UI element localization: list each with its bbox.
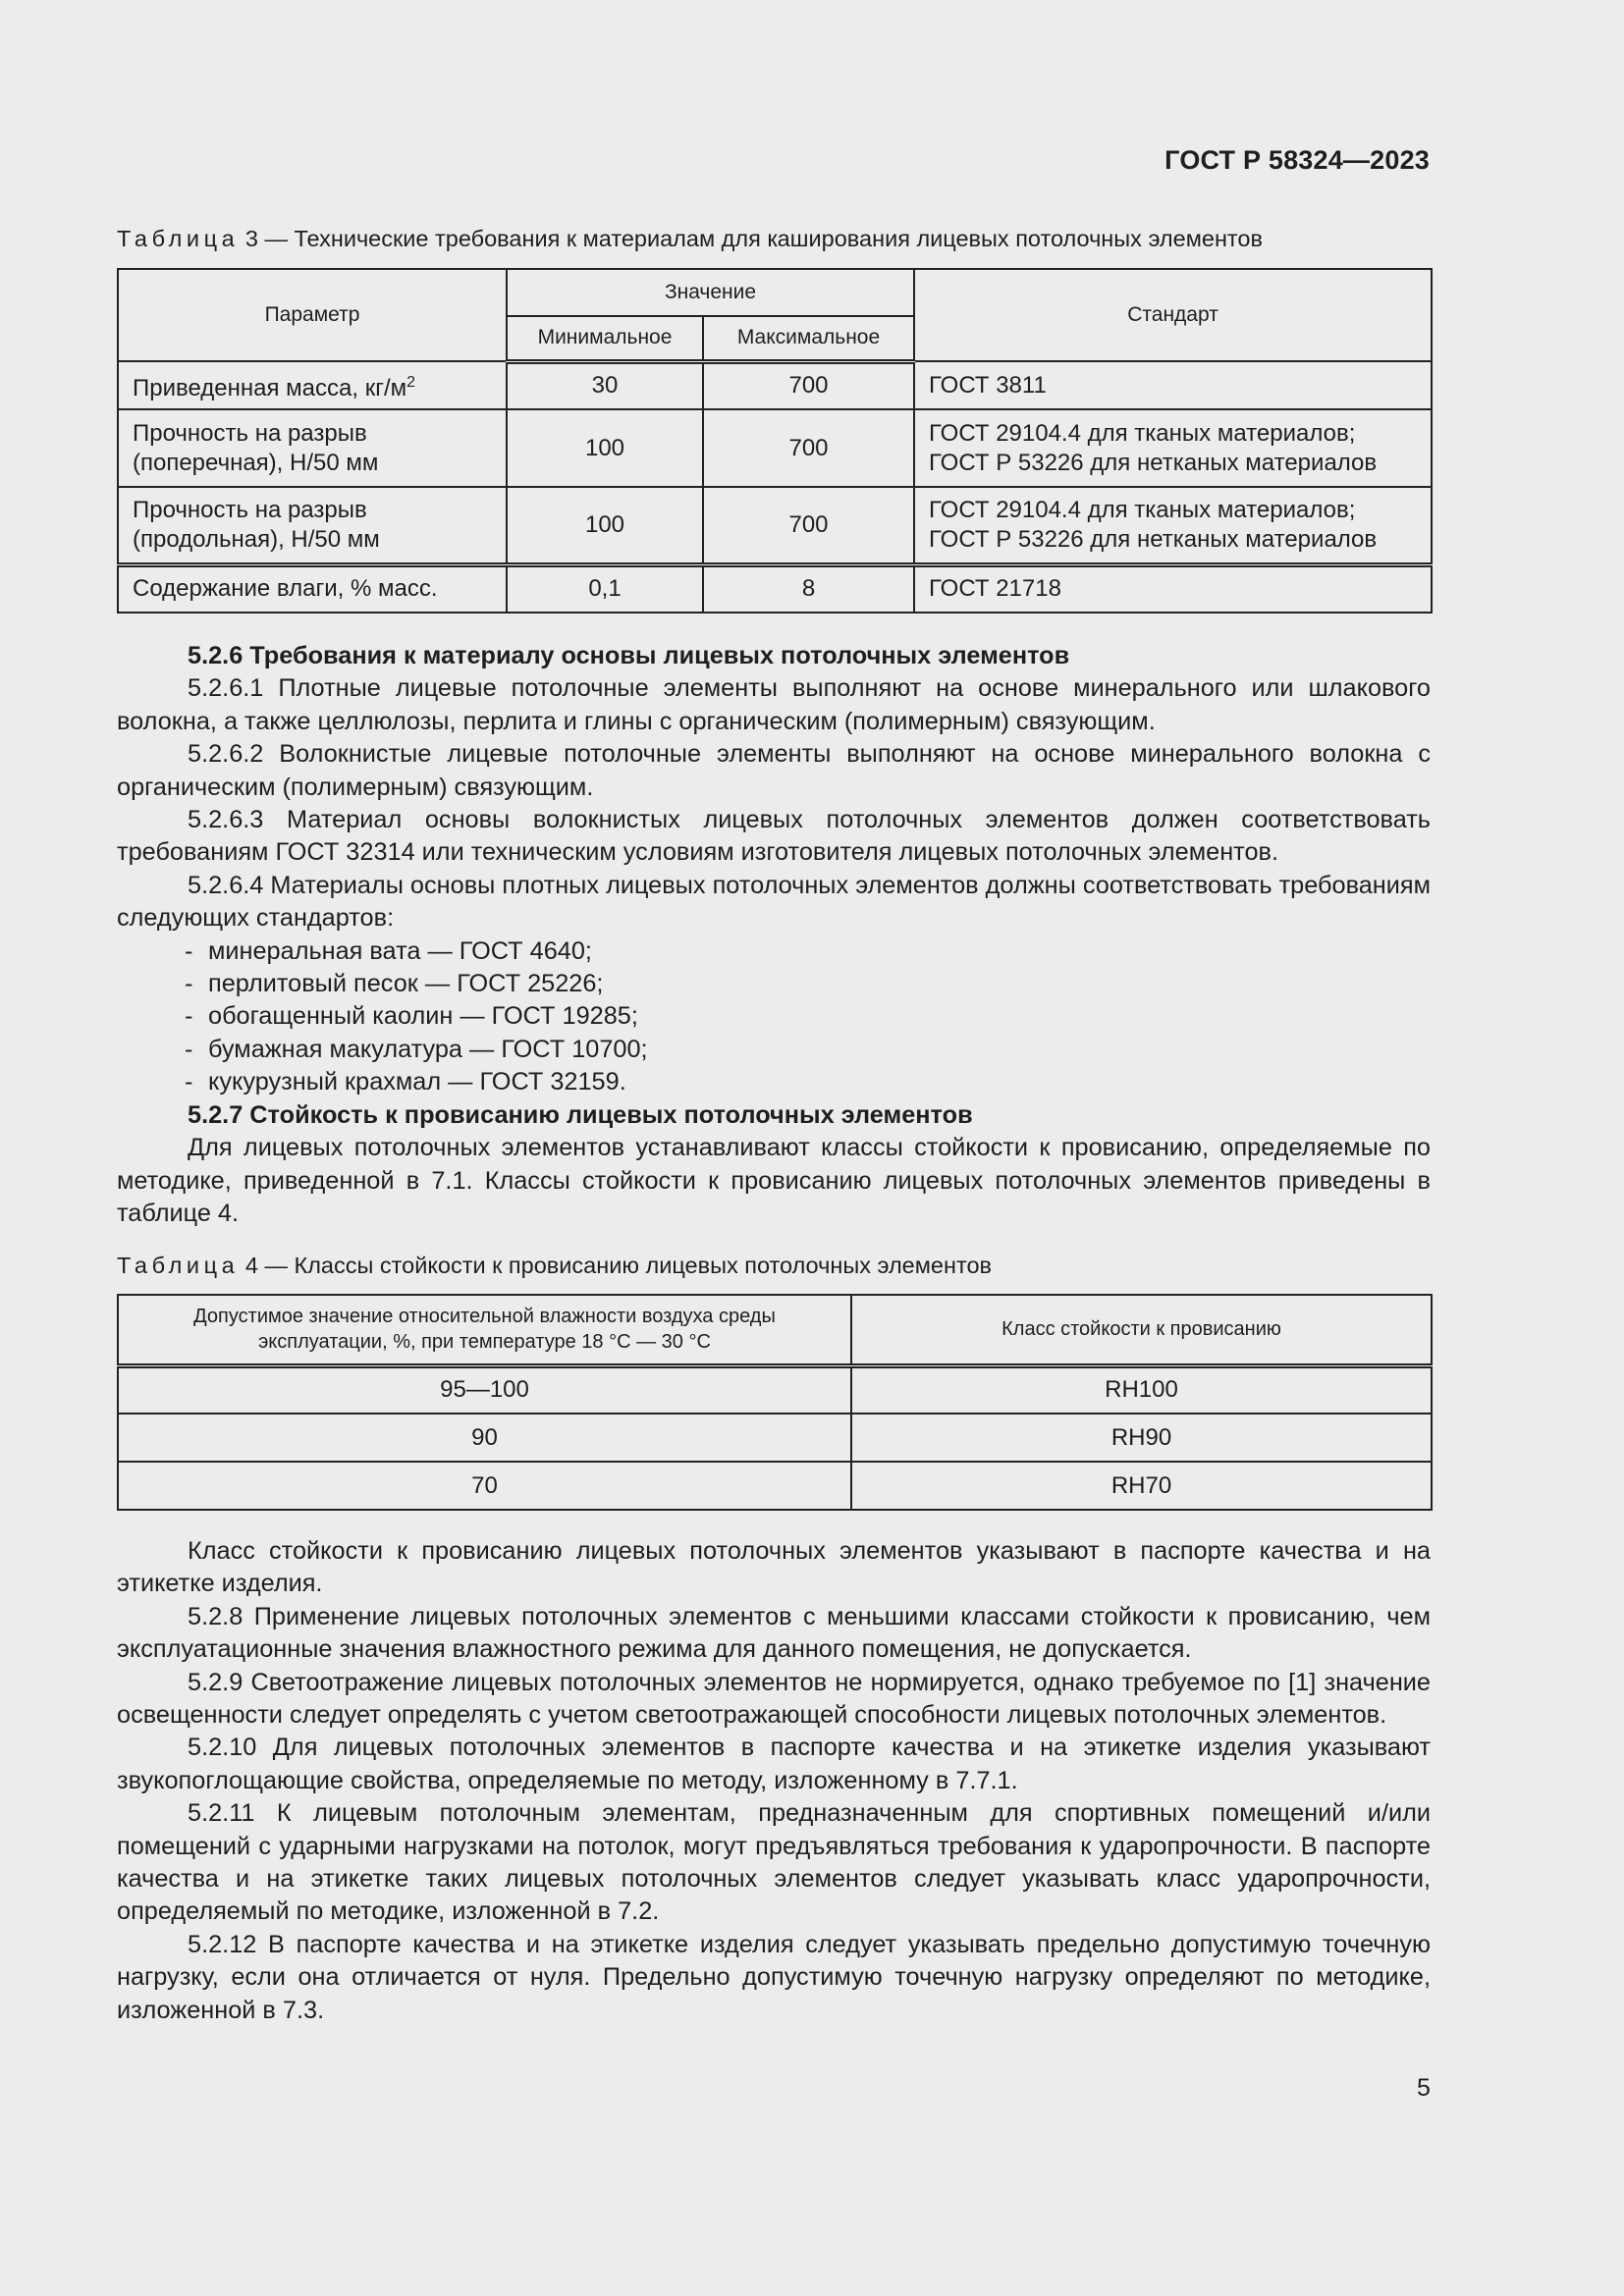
- table4-cell-humidity: 70: [118, 1462, 851, 1510]
- table3-header-min: Минимальное: [507, 316, 703, 361]
- table3-cell-min: 100: [507, 409, 703, 487]
- section-526-527: [117, 640, 1431, 1230]
- table3-cell-standard: ГОСТ 21718: [914, 564, 1432, 613]
- param-line2: (продольная), Н/50 мм: [133, 525, 380, 553]
- standard-line2: ГОСТ Р 53226 для нетканых материалов: [929, 449, 1378, 476]
- table-row: [118, 1365, 1432, 1414]
- param-superscript: 2: [406, 373, 416, 391]
- table4-cell-class: RH100: [851, 1365, 1432, 1414]
- heading-527: 5.2.7 Стойкость к провисанию лицевых потолочных элементов: [188, 1100, 973, 1129]
- table-row: [118, 1414, 1432, 1462]
- table4-caption-text: 4 — Классы стойкости к провисанию лицевых потолочных элементов: [239, 1253, 993, 1278]
- paragraph-5211: 5.2.11 К лицевым потолочным элементам, предназначенным для спортивных помещений и/или помещений с ударными нагрузками на потолок, могут предъявляться требования к ударопрочности. В паспорте качества и на этикетке таких лицевых потолочных элементов следует указывать класс ударопрочности, определяемый по методике, изложенной в 7.2.: [117, 1799, 1431, 1926]
- table3-cell-min: 0,1: [507, 564, 703, 613]
- table4-header-class: Класс стойкости к провисанию: [851, 1295, 1432, 1365]
- list-item-text: бумажная макулатура — ГОСТ 10700;: [208, 1035, 648, 1063]
- table4-header-humidity: [118, 1295, 851, 1365]
- table3-cell-max: 700: [703, 487, 914, 564]
- param-line1: Прочность на разрыв: [133, 496, 367, 523]
- param-text: Приведенная масса, кг/м: [133, 374, 407, 401]
- list-item: - минеральная вата — ГОСТ 4640;: [117, 935, 1431, 968]
- table3-header-param: Параметр: [118, 269, 507, 361]
- paragraph-5263: 5.2.6.3 Материал основы волокнистых лицевых потолочных элементов должен соответствовать требованиям ГОСТ 32314 или техническим условиям изготовителя лицевых потолочных элементов.: [117, 806, 1431, 867]
- standard-line1: ГОСТ 29104.4 для тканых материалов;: [929, 496, 1356, 523]
- paragraph-5264: 5.2.6.4 Материалы основы плотных лицевых потолочных элементов должны соответствовать требованиям следующих стандартов:: [117, 871, 1431, 933]
- table3-header-value: Значение: [507, 269, 914, 316]
- paragraph-class-label: Класс стойкости к провисанию лицевых потолочных элементов указывают в паспорте качества и на этикетке изделия.: [117, 1537, 1431, 1598]
- list-item: - обогащенный каолин — ГОСТ 19285;: [117, 1000, 1431, 1033]
- paragraph-5210: 5.2.10 Для лицевых потолочных элементов в паспорте качества и на этикетке изделия указывают звукопоглощающие свойства, определяемые по методу, изложенному в 7.7.1.: [117, 1734, 1431, 1794]
- list-item: - бумажная макулатура — ГОСТ 10700;: [117, 1034, 1431, 1066]
- table3-cell-min: 30: [507, 361, 703, 409]
- section-after-table4: [117, 1535, 1431, 2027]
- header-line2: эксплуатации, %, при температуре 18 °С — 30 °С: [258, 1331, 711, 1354]
- table3-cell-max: 700: [703, 409, 914, 487]
- table3-caption-prefix: Таблица: [117, 226, 240, 251]
- table3-cell-min: 100: [507, 487, 703, 564]
- table3-header-max: Максимальное: [703, 316, 914, 361]
- standard-line1: ГОСТ 29104.4 для тканых материалов;: [929, 419, 1356, 447]
- paragraph-5261: 5.2.6.1 Плотные лицевые потолочные элементы выполняют на основе минерального или шлакового волокна, а также целлюлозы, перлита и глины с органическим (полимерным) связующим.: [117, 674, 1431, 735]
- page-number: 5: [1417, 2074, 1431, 2102]
- table3-caption-text: 3 — Технические требования к материалам для кaширования лицевых потолочных элементов: [239, 226, 1263, 251]
- table3-caption: [117, 226, 1263, 252]
- heading-526: 5.2.6 Требования к материалу основы лицевых потолочных элементов: [188, 642, 1070, 669]
- table-4: [117, 1294, 1433, 1511]
- table3-cell-standard: [914, 409, 1432, 487]
- table4-cell-class: RH70: [851, 1462, 1432, 1510]
- paragraph-5262: 5.2.6.2 Волокнистые лицевые потолочные элементы выполняют на основе минерального волокна с органическим (полимерным) связующим.: [117, 740, 1431, 801]
- table-3: [117, 268, 1433, 614]
- table3-cell-max: 700: [703, 361, 914, 409]
- list-item: - кукурузный крахмал — ГОСТ 32159.: [117, 1066, 1431, 1098]
- table-row: [118, 564, 1432, 613]
- table4-cell-class: RH90: [851, 1414, 1432, 1462]
- standard-line2: ГОСТ Р 53226 для нетканых материалов: [929, 525, 1378, 553]
- table3-cell-param: Содержание влаги, % масс.: [118, 564, 507, 613]
- table3-cell-standard: ГОСТ 3811: [914, 361, 1432, 409]
- header-line1: Допустимое значение относительной влажности воздуха среды: [193, 1306, 776, 1328]
- table-row: [118, 361, 1432, 409]
- list-item-text: обогащенный каолин — ГОСТ 19285;: [208, 1002, 638, 1031]
- list-item-text: перлитовый песок — ГОСТ 25226;: [208, 970, 604, 998]
- paragraph-527: Для лицевых потолочных элементов устанавливают классы стойкости к провисанию, определяемые по методике, приведенной в 7.1. Классы стойкости к провисанию лицевых потолочных элементов приведены в таблице 4.: [117, 1134, 1431, 1227]
- table3-cell-standard: [914, 487, 1432, 564]
- table3-header-standard: Стандарт: [914, 269, 1432, 361]
- list-item: - перлитовый песок — ГОСТ 25226;: [117, 968, 1431, 1000]
- list-item-text: кукурузный крахмал — ГОСТ 32159.: [208, 1068, 626, 1096]
- table3-cell-param: [118, 409, 507, 487]
- paragraph-528: 5.2.8 Применение лицевых потолочных элементов с меньшими классами стойкости к провисанию, чем эксплуатационные значения влажностного режима для данного помещения, не допускается.: [117, 1602, 1431, 1664]
- table3-cell-max: 8: [703, 564, 914, 613]
- table3-cell-param: [118, 487, 507, 564]
- table4-cell-humidity: 90: [118, 1414, 851, 1462]
- document-code: ГОСТ Р 58324—2023: [1164, 145, 1430, 175]
- paragraph-529: 5.2.9 Светоотражение лицевых потолочных элементов не нормируется, однако требуемое по [1] значение освещенности следует определять с учетом светоотражающей способности лицевых потолочных элементов.: [117, 1668, 1431, 1730]
- param-line2: (поперечная), Н/50 мм: [133, 449, 379, 476]
- paragraph-5212: 5.2.12 В паспорте качества и на этикетке изделия следует указывать предельно допустимую точечную нагрузку, если она отличается от нуля. Предельно допустимую точечную нагрузку определяют по методике, изложенной в 7.3.: [117, 1930, 1431, 2024]
- table3-cell-param: [118, 361, 507, 409]
- table-row: [118, 487, 1432, 564]
- param-line1: Прочность на разрыв: [133, 419, 367, 447]
- list-item-text: минеральная вата — ГОСТ 4640;: [208, 936, 592, 965]
- table-row: [118, 1462, 1432, 1510]
- table4-cell-humidity: 95—100: [118, 1365, 851, 1414]
- table-row: [118, 409, 1432, 487]
- table4-caption-prefix: Таблица: [117, 1253, 240, 1278]
- table4-caption: [117, 1253, 992, 1279]
